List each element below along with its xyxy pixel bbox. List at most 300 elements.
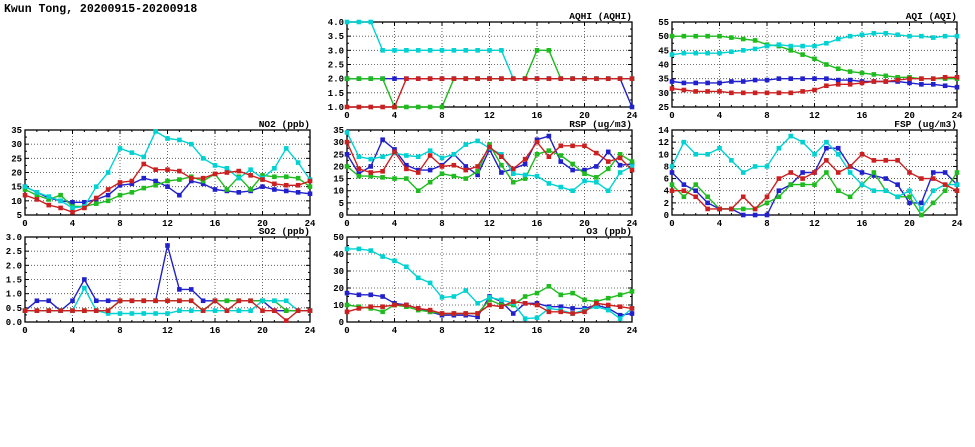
rsp-red-marker <box>380 169 385 174</box>
no2-cyan-marker <box>236 176 241 181</box>
rsp-cyan-marker <box>404 153 409 158</box>
no2-ytick-label: 35 <box>11 126 22 136</box>
fsp-green-marker <box>670 182 675 187</box>
fsp-ytick-label: 12 <box>658 138 669 149</box>
aqi-ytick-label: 30 <box>658 88 669 99</box>
rsp-blue-marker <box>368 164 373 169</box>
so2-blue-marker <box>177 287 182 292</box>
o3-red-marker <box>380 304 385 309</box>
no2-blue-marker <box>296 190 301 195</box>
aqi-red-marker <box>872 79 877 84</box>
rsp-red-marker <box>570 143 575 148</box>
fsp-cyan-marker <box>931 188 936 193</box>
aqi-red-marker <box>753 91 758 96</box>
no2-cyan-marker <box>201 156 206 161</box>
aqi-cyan-marker <box>705 51 710 56</box>
no2-ytick-label: 15 <box>11 182 22 193</box>
aqhi-red-marker <box>392 105 397 110</box>
aqi-blue-marker <box>919 82 924 87</box>
rsp-red-marker <box>511 167 516 172</box>
aqhi-green-marker <box>416 105 421 110</box>
fsp-blue-marker <box>705 201 710 206</box>
aqi-cyan-marker <box>836 37 841 42</box>
fsp-red-marker <box>848 164 853 169</box>
no2-red-marker <box>70 210 75 215</box>
o3-ytick-label: 0 <box>338 318 344 328</box>
aqhi-cyan-marker <box>463 48 468 53</box>
aqi-cyan-marker <box>919 34 924 39</box>
aqi-red-marker <box>812 88 817 93</box>
aqhi-red-marker <box>618 76 623 81</box>
fsp-ytick-label: 4 <box>663 186 669 197</box>
o3-green-marker <box>547 284 552 289</box>
rsp-red-marker <box>558 143 563 148</box>
aqhi-blue-marker <box>630 105 635 110</box>
so2-red-marker <box>70 308 75 313</box>
o3-red-marker <box>523 301 528 306</box>
no2-cyan-marker <box>284 146 289 151</box>
so2-green-marker <box>225 298 230 303</box>
no2-ytick-label: 10 <box>11 196 22 207</box>
chart-rsp <box>333 119 638 229</box>
aqi-blue-marker <box>788 76 793 81</box>
rsp-cyan-marker <box>380 154 385 159</box>
o3-cyan-marker <box>535 315 540 320</box>
so2-cyan-marker <box>248 308 253 313</box>
o3-red-marker <box>535 303 540 308</box>
rsp-red-marker <box>404 167 409 172</box>
fsp-green-marker <box>682 194 687 199</box>
aqhi-green-marker <box>547 48 552 53</box>
so2-red-marker <box>141 298 146 303</box>
o3-blue-marker <box>368 293 373 298</box>
aqhi-red-marker <box>368 105 373 110</box>
so2-grid <box>25 237 310 322</box>
fsp-red-marker <box>919 176 924 181</box>
so2-red-marker <box>46 308 51 313</box>
rsp-green-marker <box>380 175 385 180</box>
fsp-cyan-marker <box>836 152 841 157</box>
o3-blue-marker <box>380 294 385 299</box>
so2-ytick-label: 0.5 <box>5 303 22 314</box>
no2-cyan-marker <box>248 167 253 172</box>
chart-o3 <box>333 226 638 336</box>
rsp-red-marker <box>452 163 457 168</box>
no2-blue-marker <box>106 193 111 198</box>
so2-blue-marker <box>189 287 194 292</box>
fsp-xtick-label: 24 <box>951 219 963 229</box>
o3-cyan-marker <box>452 294 457 299</box>
aqi-green-marker <box>860 71 865 76</box>
rsp-xtick-label: 24 <box>626 219 638 229</box>
so2-xtick-label: 12 <box>162 326 173 336</box>
o3-xtick-label: 0 <box>344 326 350 336</box>
so2-cyan-marker <box>284 298 289 303</box>
fsp-red-marker <box>883 158 888 163</box>
fsp-red-marker <box>872 158 877 163</box>
so2-blue-marker <box>82 277 87 282</box>
aqi-blue-marker <box>741 79 746 84</box>
aqi-xtick-label: 16 <box>856 111 868 121</box>
o3-green-marker <box>618 293 623 298</box>
no2-green-marker <box>165 179 170 184</box>
no2-blue-marker <box>153 179 158 184</box>
no2-green-marker <box>106 199 111 204</box>
rsp-ytick-label: 0 <box>338 211 344 221</box>
so2-red-marker <box>213 298 218 303</box>
no2-xtick-label: 20 <box>257 219 268 229</box>
aqhi-red-marker <box>606 76 611 81</box>
fsp-red-marker <box>860 152 865 157</box>
aqi-green-marker <box>717 34 722 39</box>
so2-xtick-label: 24 <box>304 326 316 336</box>
rsp-xtick-label: 8 <box>439 219 445 229</box>
no2-cyan-marker <box>118 146 123 151</box>
so2-ytick-label: 0.0 <box>5 318 22 328</box>
aqi-red-marker <box>836 82 841 87</box>
o3-green-marker <box>630 289 635 294</box>
no2-green-marker <box>94 201 99 206</box>
rsp-cyan-marker <box>523 173 528 178</box>
aqi-green-marker <box>741 37 746 42</box>
fsp-green-marker <box>777 194 782 199</box>
o3-green-marker <box>380 310 385 315</box>
no2-blue-marker <box>141 176 146 181</box>
so2-red-marker <box>118 298 123 303</box>
o3-red-marker <box>594 301 599 306</box>
so2-red-marker <box>201 308 206 313</box>
so2-cyan-marker <box>177 308 182 313</box>
fsp-green-marker <box>765 201 770 206</box>
fsp-cyan-marker <box>729 158 734 163</box>
o3-cyan-marker <box>380 254 385 259</box>
aqhi-xtick-label: 12 <box>484 111 495 121</box>
aqi-green-marker <box>836 66 841 71</box>
no2-cyan-marker <box>130 150 135 155</box>
rsp-red-marker <box>582 143 587 148</box>
no2-ytick-label: 25 <box>11 154 22 165</box>
fsp-red-marker <box>741 194 746 199</box>
rsp-red-marker <box>440 164 445 169</box>
fsp-green-marker <box>812 182 817 187</box>
aqi-red-marker <box>788 91 793 96</box>
fsp-cyan-marker <box>919 207 924 212</box>
no2-green-marker <box>141 186 146 191</box>
aqhi-blue-marker <box>392 76 397 81</box>
no2-xtick-label: 16 <box>209 219 221 229</box>
aqi-ytick-label: 35 <box>658 74 669 85</box>
aqhi-green-marker <box>368 76 373 81</box>
aqhi-cyan-marker <box>392 48 397 53</box>
no2-xtick-label: 8 <box>117 219 123 229</box>
aqi-ytick-label: 45 <box>658 46 669 57</box>
no2-cyan-marker <box>46 194 51 199</box>
fsp-axis-labels <box>658 126 963 229</box>
aqi-green-marker <box>848 69 853 74</box>
fsp-blue-marker <box>670 170 675 175</box>
aqi-blue-marker <box>812 76 817 81</box>
rsp-green-marker <box>345 164 350 169</box>
rsp-red-marker <box>345 140 350 145</box>
aqi-red-marker <box>895 78 900 83</box>
so2-cyan-marker <box>118 311 123 316</box>
rsp-cyan-marker <box>547 181 552 186</box>
no2-red-marker <box>165 167 170 172</box>
so2-blue-marker <box>70 298 75 303</box>
aqhi-green-marker <box>440 105 445 110</box>
aqhi-red-marker <box>416 76 421 81</box>
fsp-xtick-label: 16 <box>856 219 868 229</box>
aqhi-green-marker <box>345 76 350 81</box>
no2-red-marker <box>23 193 28 198</box>
aqi-cyan-marker <box>753 47 758 52</box>
no2-cyan-marker <box>165 136 170 141</box>
so2-axis-labels <box>6 233 316 336</box>
aqhi-red-marker <box>440 76 445 81</box>
no2-red-marker <box>260 177 265 182</box>
rsp-cyan-marker <box>535 174 540 179</box>
aqi-blue-marker <box>955 85 960 90</box>
aqhi-xtick-label: 0 <box>344 111 350 121</box>
no2-blue-marker <box>70 200 75 205</box>
fsp-cyan-marker <box>895 194 900 199</box>
o3-red-marker <box>547 310 552 315</box>
fsp-blue-marker <box>883 176 888 181</box>
aqi-xtick-label: 8 <box>764 111 770 121</box>
aqhi-cyan-marker <box>404 48 409 53</box>
aqhi-red-marker <box>499 76 504 81</box>
fsp-cyan-marker <box>693 152 698 157</box>
no2-red-marker <box>153 167 158 172</box>
o3-cyan-marker <box>487 295 492 300</box>
so2-red-marker <box>130 298 135 303</box>
fsp-ytick-label: 2 <box>663 198 669 209</box>
rsp-cyan-marker <box>511 171 516 176</box>
no2-xtick-label: 0 <box>22 219 28 229</box>
aqi-blue-marker <box>717 81 722 86</box>
fsp-red-marker <box>943 182 948 187</box>
aqi-green-marker <box>800 52 805 57</box>
so2-cyan-marker <box>165 311 170 316</box>
aqi-green-marker <box>705 34 710 39</box>
fsp-cyan-marker <box>824 140 829 145</box>
no2-green-marker <box>153 183 158 188</box>
o3-ytick-label: 10 <box>333 301 344 311</box>
fsp-cyan-marker <box>848 170 853 175</box>
aqi-blue-marker <box>943 83 948 88</box>
so2-red-marker <box>35 308 40 313</box>
rsp-green-marker <box>463 176 468 181</box>
o3-title: O3 (ppb) <box>586 226 632 237</box>
aqi-blue-marker <box>705 81 710 86</box>
no2-blue-marker <box>165 184 170 189</box>
aqi-red-marker <box>741 91 746 96</box>
no2-cyan-marker <box>213 163 218 168</box>
o3-red-marker <box>606 303 611 308</box>
so2-title: SO2 (ppb) <box>258 226 310 237</box>
rsp-cyan-marker <box>368 157 373 162</box>
so2-red-marker <box>165 298 170 303</box>
fsp-blue-marker <box>693 188 698 193</box>
rsp-blue-marker <box>618 163 623 168</box>
aqhi-green-marker <box>380 76 385 81</box>
aqi-blue-marker <box>907 81 912 86</box>
aqi-red-marker <box>943 75 948 80</box>
aqi-ytick-label: 50 <box>658 32 669 43</box>
o3-axis-labels <box>333 233 638 336</box>
aqhi-axis-labels <box>328 18 638 121</box>
so2-red-marker <box>189 298 194 303</box>
o3-blue-marker <box>570 306 575 311</box>
aqhi-ytick-label: 2.5 <box>327 60 344 71</box>
o3-cyan-marker <box>357 247 362 252</box>
chart-fsp <box>658 119 963 229</box>
fsp-cyan-marker <box>883 188 888 193</box>
no2-cyan-marker <box>153 129 158 134</box>
aqi-cyan-marker <box>765 44 770 49</box>
o3-red-marker <box>368 304 373 309</box>
no2-green-marker <box>308 184 313 189</box>
rsp-ytick-label: 30 <box>333 138 344 149</box>
so2-cyan-marker <box>141 311 146 316</box>
aqhi-red-marker <box>570 76 575 81</box>
fsp-blue-marker <box>777 188 782 193</box>
aqi-ytick-label: 25 <box>658 103 669 113</box>
aqi-red-marker <box>955 75 960 80</box>
rsp-blue-marker <box>594 164 599 169</box>
no2-red-marker <box>213 172 218 177</box>
no2-cyan-marker <box>58 199 63 204</box>
aqi-red-marker <box>883 79 888 84</box>
aqi-green-marker <box>824 62 829 67</box>
o3-green-marker <box>606 296 611 301</box>
rsp-green-marker <box>452 174 457 179</box>
no2-ytick-label: 30 <box>11 140 22 151</box>
o3-green-marker <box>582 298 587 303</box>
aqhi-cyan-marker <box>416 48 421 53</box>
rsp-ytick-label: 10 <box>333 186 344 197</box>
aqi-cyan-marker <box>741 48 746 53</box>
no2-cyan-marker <box>35 190 40 195</box>
no2-green-marker <box>296 176 301 181</box>
o3-cyan-marker <box>428 281 433 286</box>
rsp-green-marker <box>582 171 587 176</box>
rsp-blue-marker <box>380 137 385 142</box>
aqi-blue-marker <box>800 76 805 81</box>
o3-ytick-label: 20 <box>333 284 344 294</box>
rsp-title: RSP (ug/m3) <box>569 119 632 130</box>
aqhi-red-marker <box>380 105 385 110</box>
no2-cyan-marker <box>23 184 28 189</box>
fsp-red-marker <box>895 158 900 163</box>
rsp-green-marker <box>392 176 397 181</box>
aqi-cyan-marker <box>717 51 722 56</box>
fsp-blue-marker <box>824 146 829 151</box>
o3-cyan-marker <box>475 301 480 306</box>
rsp-ytick-label: 15 <box>333 174 344 185</box>
fsp-blue-marker <box>800 170 805 175</box>
aqi-cyan-marker <box>955 34 960 39</box>
fsp-ytick-label: 6 <box>663 174 669 185</box>
aqhi-red-marker <box>487 76 492 81</box>
aqhi-cyan-marker <box>368 20 373 25</box>
fsp-cyan-marker <box>753 164 758 169</box>
aqi-blue-marker <box>670 79 675 84</box>
fsp-red-marker <box>717 207 722 212</box>
aqi-ytick-label: 55 <box>658 18 669 28</box>
rsp-green-marker <box>558 153 563 158</box>
o3-red-marker <box>345 310 350 315</box>
fsp-xtick-label: 20 <box>904 219 915 229</box>
aqi-green-marker <box>788 48 793 53</box>
aqi-green-marker <box>872 72 877 77</box>
o3-cyan-marker <box>440 295 445 300</box>
o3-xtick-label: 4 <box>391 326 398 336</box>
aqi-cyan-marker <box>883 31 888 36</box>
no2-red-marker <box>248 173 253 178</box>
aqhi-xtick-label: 16 <box>531 111 543 121</box>
so2-cyan-marker <box>189 308 194 313</box>
o3-xtick-label: 24 <box>626 326 638 336</box>
aqi-ytick-label: 40 <box>658 60 669 71</box>
no2-red-marker <box>225 170 230 175</box>
aqi-grid <box>672 22 957 107</box>
chart-aqi <box>658 11 963 121</box>
rsp-blue-marker <box>523 162 528 167</box>
aqi-red-marker <box>765 91 770 96</box>
aqi-title: AQI (AQI) <box>905 11 957 22</box>
no2-cyan-marker <box>189 142 194 147</box>
fsp-red-marker <box>800 176 805 181</box>
aqhi-red-marker <box>463 76 468 81</box>
no2-green-marker <box>177 177 182 182</box>
fsp-green-marker <box>955 170 960 175</box>
aqhi-red-marker <box>475 76 480 81</box>
o3-green-marker <box>558 293 563 298</box>
aqi-xtick-label: 20 <box>904 111 915 121</box>
fsp-green-marker <box>931 201 936 206</box>
no2-cyan-marker <box>225 166 230 171</box>
aqhi-cyan-marker <box>357 20 362 25</box>
fsp-cyan-marker <box>670 164 675 169</box>
no2-xtick-label: 12 <box>162 219 173 229</box>
fsp-green-marker <box>693 182 698 187</box>
rsp-blue-marker <box>345 152 350 157</box>
no2-cyan-marker <box>177 138 182 143</box>
rsp-xtick-label: 12 <box>484 219 495 229</box>
no2-cyan-marker <box>94 184 99 189</box>
aqi-red-marker <box>907 76 912 81</box>
fsp-xtick-label: 8 <box>764 219 770 229</box>
aqi-green-marker <box>670 34 675 39</box>
fsp-red-marker <box>729 207 734 212</box>
aqhi-green-marker <box>535 48 540 53</box>
aqhi-red-marker <box>630 76 635 81</box>
o3-xtick-label: 8 <box>439 326 445 336</box>
no2-green-marker <box>225 187 230 192</box>
rsp-red-marker <box>487 145 492 150</box>
o3-blue-marker <box>511 311 516 316</box>
aqhi-red-marker <box>404 76 409 81</box>
aqhi-red-marker <box>582 76 587 81</box>
aqi-red-marker <box>729 91 734 96</box>
o3-cyan-marker <box>463 288 468 293</box>
rsp-green-marker <box>499 163 504 168</box>
aqhi-cyan-marker <box>487 48 492 53</box>
aqi-cyan-marker <box>824 41 829 46</box>
rsp-red-marker <box>535 140 540 145</box>
fsp-red-marker <box>824 158 829 163</box>
